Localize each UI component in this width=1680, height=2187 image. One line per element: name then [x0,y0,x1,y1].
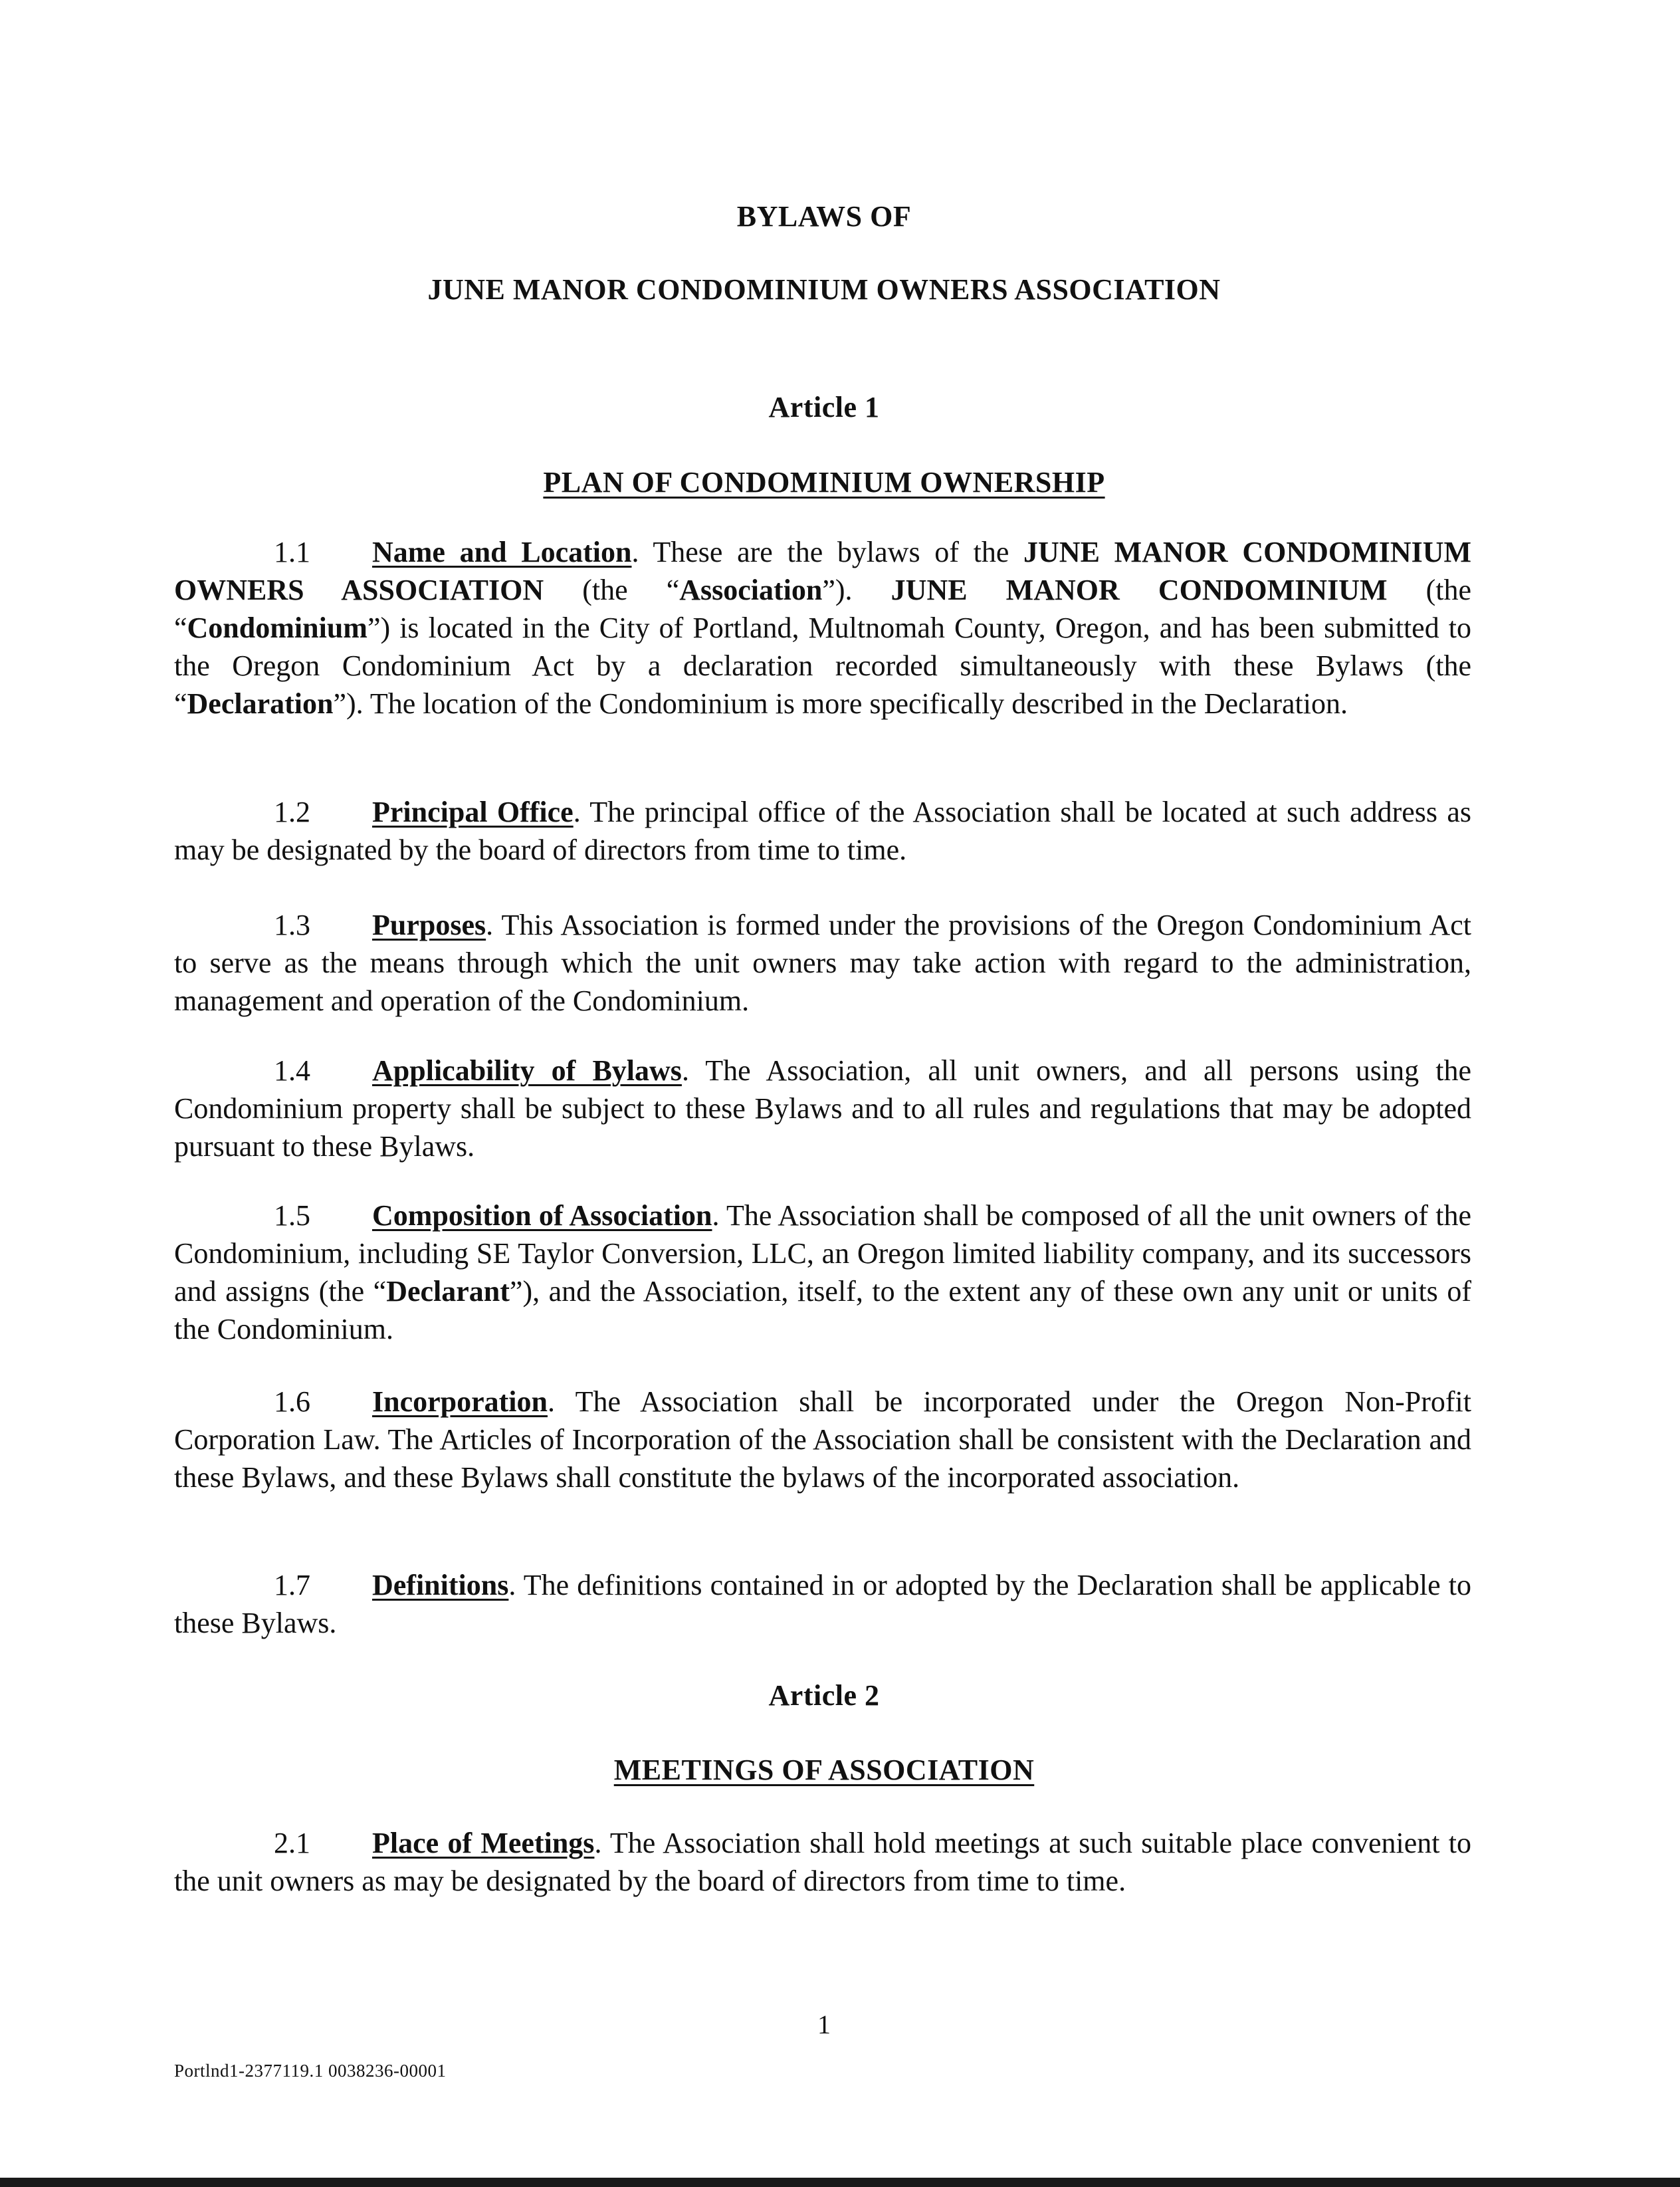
section-text: ”). [822,574,891,606]
section-number: 1.1 [274,536,310,568]
section-text: . The definitions contained in or adopted by the Declaration shall be applicable to these Bylaws. [174,1569,1471,1639]
section-number: 2.1 [274,1827,310,1859]
article-2-label: Article 2 [768,1679,880,1712]
defined-term: Declaration [187,687,334,720]
section-text: ”). The location of the Condominium is more specifically described in the Declaration. [333,687,1348,720]
section-title: Composition of Association [372,1199,712,1232]
section-title: Definitions [372,1569,509,1601]
section-text: (the “ [544,574,680,606]
section-text: . This Association is formed under the provisions of the Oregon Condominium Act to serve as the means through which the unit owners may take action with regard to the administration, management and operation of the Condominium. [174,909,1471,1017]
defined-term: Condominium [187,612,368,644]
section-1-5 [174,1197,1471,1348]
article-2-heading-text: MEETINGS OF ASSOCIATION [613,1754,1035,1786]
section-1-3 [174,906,1471,1020]
section-title: Place of Meetings [372,1827,595,1859]
document-title-line2: JUNE MANOR CONDOMINIUM OWNERS ASSOCIATION [427,273,1221,306]
section-text: . These are the bylaws of the [631,536,1024,568]
section-title: Principal Office [372,796,574,828]
section-text: (the “ [174,574,1472,644]
article-2-heading [0,1753,1648,1787]
defined-term: Declarant [386,1275,510,1308]
section-number: 1.7 [274,1569,310,1601]
section-text: . The principal office of the Association shall be located at such address as may be designated by the board of directors from time to time. [174,796,1471,866]
page-number: 1 [817,2010,831,2039]
section-1-1 [174,533,1471,723]
section-title: Incorporation [372,1385,548,1418]
condominium-name: JUNE MANOR CONDOMINIUM [891,574,1388,606]
section-number: 1.2 [274,796,310,828]
section-1-6 [174,1383,1471,1496]
section-text: . The Association shall be composed of all the unit owners of the Condominium, including SE Taylor Conversion, LLC, an Oregon limited liability company, and its successors and assigns (the “ [174,1199,1471,1308]
section-text: . The Association shall be incorporated under the Oregon Non-Profit Corporation Law. The Articles of Incorporation of the Association shall be consistent with the Declaration and these Bylaws, and these Bylaws shall constitute the bylaws of the incorporated association. [174,1385,1471,1494]
section-1-7 [174,1566,1471,1642]
section-1-2 [174,793,1471,869]
defined-term: Association [679,574,823,606]
section-text: . The Association shall hold meetings at such suitable place convenient to the unit owners as may be designated by the board of directors from time to time. [174,1827,1471,1897]
section-1-4 [174,1052,1471,1165]
section-text: . The Association, all unit owners, and all persons using the Condominium property shall be subject to these Bylaws and to all rules and regulations that may be adopted pursuant to these Bylaws. [174,1054,1471,1163]
section-number: 1.5 [274,1199,310,1232]
section-title: Name and Location [372,536,632,568]
association-name: JUNE MANOR CONDOMINIUM OWNERS ASSOCIATION [174,536,1471,606]
section-2-1 [174,1824,1471,1900]
article-1-heading [0,465,1648,499]
document-id: Portlnd1-2377119.1 0038236-00001 [174,2061,447,2081]
section-text: ”) is located in the City of Portland, Multnomah County, Oregon, and has been submitted to the Oregon Condominium Act by a declaration recorded simultaneously with these Bylaws (the “ [174,612,1471,720]
section-number: 1.6 [274,1385,310,1418]
document-title-line1: BYLAWS OF [736,200,912,233]
scan-edge [0,2178,1680,2187]
section-title: Purposes [372,909,486,941]
article-1-heading-text: PLAN OF CONDOMINIUM OWNERSHIP [543,466,1105,499]
section-number: 1.3 [274,909,310,941]
article-1-label: Article 1 [768,391,880,423]
section-number: 1.4 [274,1054,310,1087]
section-title: Applicability of Bylaws [372,1054,682,1087]
section-text: ”), and the Association, itself, to the extent any of these own any unit or units of the Condominium. [174,1275,1471,1345]
